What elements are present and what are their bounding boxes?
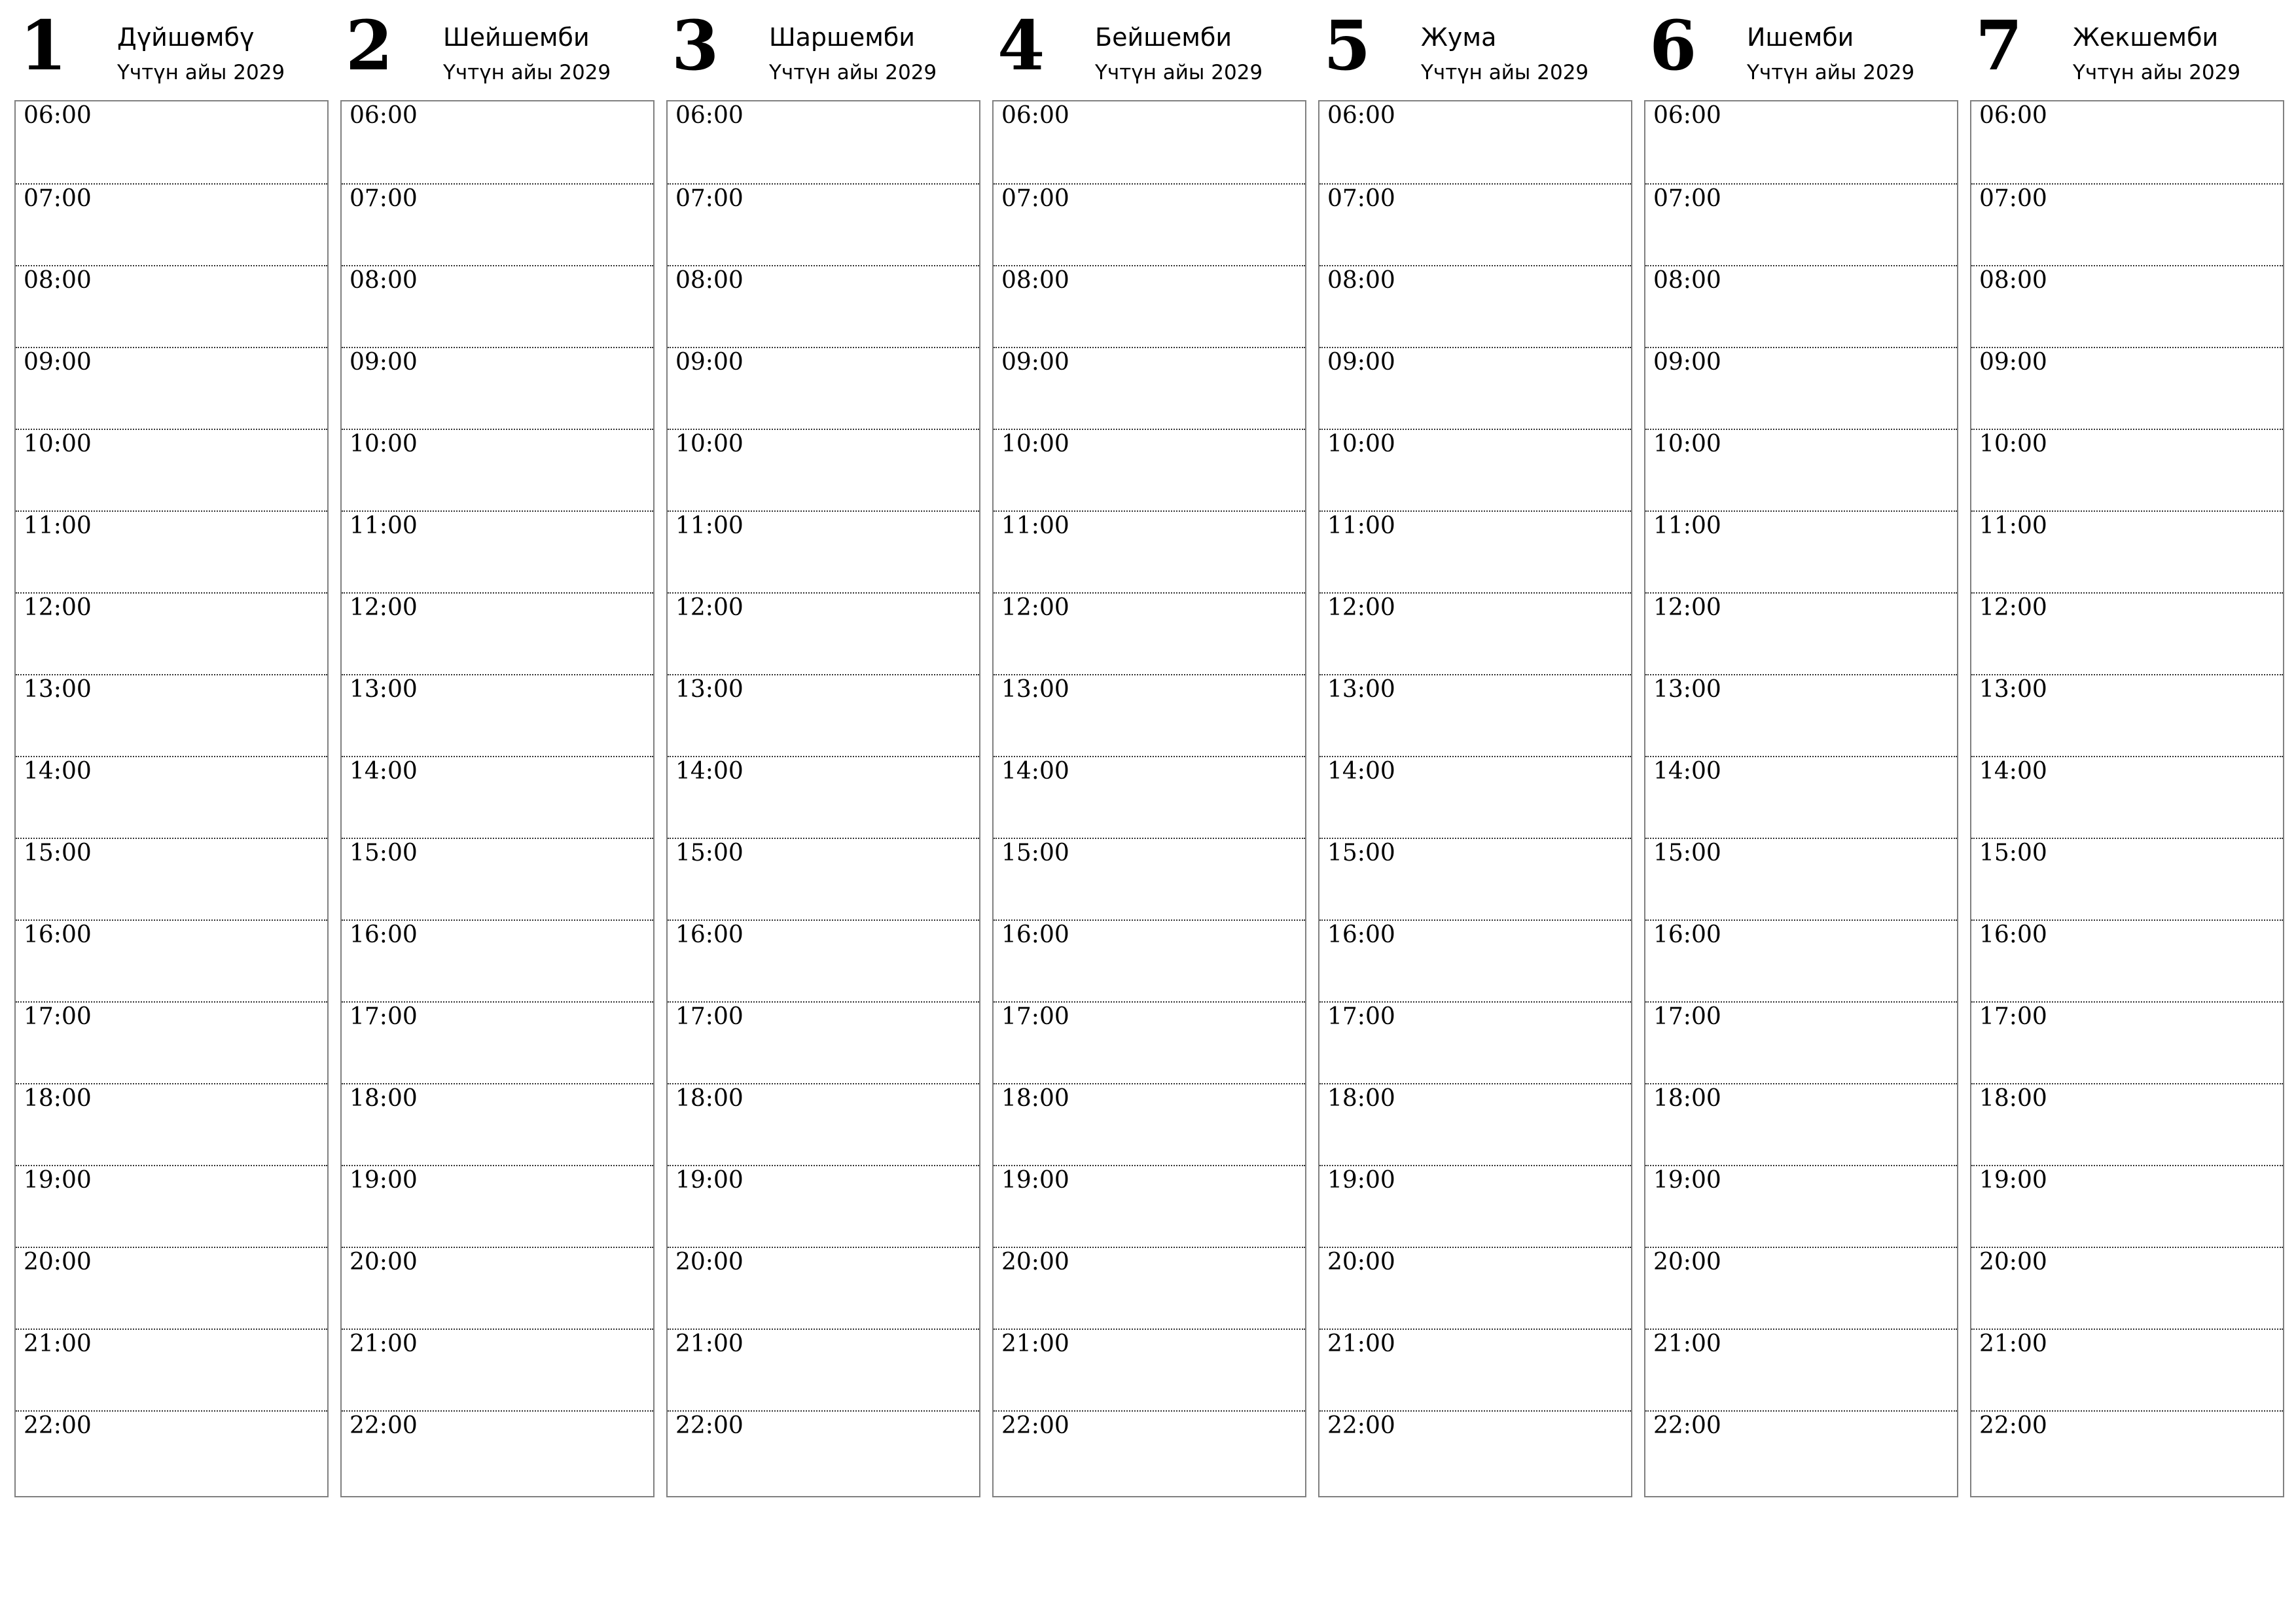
slot-time-label: 12:00 [1653, 594, 1721, 621]
hour-slot[interactable] [1645, 101, 1957, 183]
slot-time-label: 13:00 [675, 676, 744, 703]
slot-time-label: 08:00 [24, 267, 92, 294]
slot-time-label: 20:00 [675, 1249, 744, 1275]
hour-slot[interactable] [1971, 1083, 2283, 1166]
hour-slot[interactable] [1971, 1410, 2283, 1493]
hour-slot[interactable] [1971, 429, 2283, 512]
day-name: Шейшемби [443, 23, 590, 52]
hour-grid [340, 100, 655, 1497]
slot-time-label: 17:00 [1001, 1003, 1069, 1030]
slot-time-label: 14:00 [1653, 758, 1721, 785]
hour-slot[interactable] [1971, 1165, 2283, 1248]
day-name: Жекшемби [2073, 23, 2219, 52]
slot-time-label: 18:00 [1979, 1085, 2047, 1112]
hour-slot[interactable] [16, 429, 327, 512]
hour-slot[interactable] [342, 1410, 653, 1493]
hour-slot[interactable] [994, 101, 1305, 183]
day-number: 3 [672, 5, 719, 86]
hour-slot[interactable] [16, 1165, 327, 1248]
day-name: Шаршемби [769, 23, 915, 52]
slot-time-label: 15:00 [350, 840, 418, 866]
day-number: 6 [1649, 5, 1697, 86]
slot-time-label: 06:00 [1653, 102, 1721, 129]
slot-time-label: 15:00 [1653, 840, 1721, 866]
slot-time-label: 18:00 [675, 1085, 744, 1112]
slot-time-label: 14:00 [1001, 758, 1069, 785]
slot-time-label: 15:00 [675, 840, 744, 866]
hour-slot[interactable] [668, 510, 979, 594]
slot-time-label: 19:00 [350, 1167, 418, 1194]
slot-time-label: 07:00 [24, 185, 92, 212]
hour-slot[interactable] [1319, 1247, 1631, 1330]
hour-slot[interactable] [1319, 265, 1631, 348]
hour-slot[interactable] [668, 265, 979, 348]
slot-time-label: 20:00 [24, 1249, 92, 1275]
slot-time-label: 11:00 [1327, 512, 1395, 539]
slot-time-label: 10:00 [675, 431, 744, 457]
slot-time-label: 13:00 [24, 676, 92, 703]
hour-slot[interactable] [1319, 101, 1631, 183]
day-number: 7 [1975, 5, 2023, 86]
slot-time-label: 14:00 [1979, 758, 2047, 785]
hour-slot[interactable] [994, 1329, 1305, 1412]
slot-time-label: 18:00 [1001, 1085, 1069, 1112]
day-name: Ишемби [1747, 23, 1854, 52]
slot-time-label: 17:00 [1979, 1003, 2047, 1030]
hour-slot[interactable] [994, 592, 1305, 675]
slot-time-label: 10:00 [1327, 431, 1395, 457]
hour-slot[interactable] [342, 1329, 653, 1412]
hour-slot[interactable] [1645, 1165, 1957, 1248]
slot-time-label: 22:00 [675, 1412, 744, 1439]
slot-time-label: 09:00 [1001, 349, 1069, 376]
hour-grid [1644, 100, 1958, 1497]
hour-slot[interactable] [668, 838, 979, 921]
hour-slot[interactable] [342, 265, 653, 348]
slot-time-label: 07:00 [350, 185, 418, 212]
hour-grid [992, 100, 1306, 1497]
hour-slot[interactable] [1971, 592, 2283, 675]
hour-slot[interactable] [994, 674, 1305, 757]
slot-time-label: 08:00 [1653, 267, 1721, 294]
slot-time-label: 11:00 [350, 512, 418, 539]
hour-slot[interactable] [342, 1083, 653, 1166]
hour-slot[interactable] [1319, 1001, 1631, 1084]
slot-time-label: 19:00 [675, 1167, 744, 1194]
slot-time-label: 16:00 [1327, 921, 1395, 948]
hour-slot[interactable] [1319, 838, 1631, 921]
slot-time-label: 21:00 [1653, 1330, 1721, 1357]
hour-slot[interactable] [342, 756, 653, 839]
slot-time-label: 21:00 [350, 1330, 418, 1357]
slot-time-label: 20:00 [1001, 1249, 1069, 1275]
hour-slot[interactable] [1645, 347, 1957, 430]
hour-grid [1970, 100, 2284, 1497]
day-column [1644, 0, 1958, 1499]
day-name: Жума [1421, 23, 1497, 52]
slot-time-label: 19:00 [1327, 1167, 1395, 1194]
slot-time-label: 09:00 [350, 349, 418, 376]
hour-slot[interactable] [1645, 674, 1957, 757]
hour-slot[interactable] [342, 347, 653, 430]
hour-slot[interactable] [668, 674, 979, 757]
slot-time-label: 14:00 [24, 758, 92, 785]
slot-time-label: 13:00 [350, 676, 418, 703]
hour-slot[interactable] [1645, 1083, 1957, 1166]
hour-slot[interactable] [668, 1083, 979, 1166]
slot-time-label: 08:00 [1327, 267, 1395, 294]
hour-slot[interactable] [1645, 1410, 1957, 1493]
slot-time-label: 20:00 [1979, 1249, 2047, 1275]
slot-time-label: 09:00 [1653, 349, 1721, 376]
hour-slot[interactable] [16, 347, 327, 430]
hour-slot[interactable] [1319, 674, 1631, 757]
slot-time-label: 20:00 [1327, 1249, 1395, 1275]
hour-slot[interactable] [1645, 592, 1957, 675]
slot-time-label: 09:00 [1979, 349, 2047, 376]
hour-slot[interactable] [1971, 101, 2283, 183]
day-month: Үчтүн айы 2029 [1747, 61, 1915, 84]
slot-time-label: 06:00 [350, 102, 418, 129]
hour-slot[interactable] [668, 429, 979, 512]
hour-slot[interactable] [1319, 1410, 1631, 1493]
slot-time-label: 18:00 [350, 1085, 418, 1112]
slot-time-label: 16:00 [24, 921, 92, 948]
slot-time-label: 07:00 [1979, 185, 2047, 212]
slot-time-label: 16:00 [675, 921, 744, 948]
hour-slot[interactable] [1319, 183, 1631, 266]
hour-slot[interactable] [668, 919, 979, 1003]
slot-time-label: 06:00 [1327, 102, 1395, 129]
day-column [666, 0, 980, 1499]
hour-slot[interactable] [16, 1329, 327, 1412]
slot-time-label: 07:00 [1327, 185, 1395, 212]
day-column [992, 0, 1306, 1499]
slot-time-label: 19:00 [24, 1167, 92, 1194]
slot-time-label: 18:00 [1653, 1085, 1721, 1112]
hour-slot[interactable] [1645, 510, 1957, 594]
hour-slot[interactable] [1645, 429, 1957, 512]
hour-slot[interactable] [668, 347, 979, 430]
slot-time-label: 19:00 [1979, 1167, 2047, 1194]
hour-slot[interactable] [994, 510, 1305, 594]
hour-slot[interactable] [16, 1083, 327, 1166]
slot-time-label: 15:00 [24, 840, 92, 866]
hour-slot[interactable] [1319, 347, 1631, 430]
slot-time-label: 13:00 [1653, 676, 1721, 703]
day-name: Бейшемби [1095, 23, 1232, 52]
hour-slot[interactable] [1319, 429, 1631, 512]
slot-time-label: 10:00 [1979, 431, 2047, 457]
slot-time-label: 11:00 [675, 512, 744, 539]
slot-time-label: 22:00 [1327, 1412, 1395, 1439]
hour-slot[interactable] [1971, 1247, 2283, 1330]
slot-time-label: 13:00 [1979, 676, 2047, 703]
hour-slot[interactable] [16, 674, 327, 757]
hour-slot[interactable] [1319, 1083, 1631, 1166]
slot-time-label: 18:00 [1327, 1085, 1395, 1112]
slot-time-label: 08:00 [1001, 267, 1069, 294]
hour-slot[interactable] [1971, 1001, 2283, 1084]
hour-slot[interactable] [994, 1001, 1305, 1084]
slot-time-label: 14:00 [1327, 758, 1395, 785]
day-month: Үчтүн айы 2029 [1095, 61, 1263, 84]
hour-slot[interactable] [16, 1410, 327, 1493]
hour-slot[interactable] [342, 1001, 653, 1084]
hour-slot[interactable] [1319, 919, 1631, 1003]
slot-time-label: 19:00 [1653, 1167, 1721, 1194]
slot-time-label: 11:00 [1653, 512, 1721, 539]
slot-time-label: 08:00 [1979, 267, 2047, 294]
slot-time-label: 14:00 [675, 758, 744, 785]
hour-slot[interactable] [668, 1165, 979, 1248]
hour-slot[interactable] [1971, 183, 2283, 266]
slot-time-label: 21:00 [675, 1330, 744, 1357]
hour-slot[interactable] [342, 674, 653, 757]
hour-slot[interactable] [342, 1247, 653, 1330]
hour-slot[interactable] [1971, 347, 2283, 430]
hour-slot[interactable] [16, 183, 327, 266]
hour-slot[interactable] [342, 183, 653, 266]
slot-time-label: 10:00 [350, 431, 418, 457]
slot-time-label: 22:00 [350, 1412, 418, 1439]
slot-time-label: 07:00 [1001, 185, 1069, 212]
hour-slot[interactable] [994, 265, 1305, 348]
hour-slot[interactable] [668, 756, 979, 839]
hour-slot[interactable] [342, 429, 653, 512]
slot-time-label: 21:00 [24, 1330, 92, 1357]
slot-time-label: 14:00 [350, 758, 418, 785]
slot-time-label: 22:00 [1653, 1412, 1721, 1439]
slot-time-label: 17:00 [1653, 1003, 1721, 1030]
hour-slot[interactable] [1645, 1001, 1957, 1084]
day-column [340, 0, 655, 1499]
hour-slot[interactable] [16, 838, 327, 921]
slot-time-label: 06:00 [1001, 102, 1069, 129]
slot-time-label: 13:00 [1001, 676, 1069, 703]
hour-slot[interactable] [994, 1247, 1305, 1330]
day-month: Үчтүн айы 2029 [2073, 61, 2241, 84]
hour-slot[interactable] [1971, 674, 2283, 757]
day-number: 4 [997, 5, 1045, 86]
slot-time-label: 06:00 [24, 102, 92, 129]
hour-slot[interactable] [994, 347, 1305, 430]
slot-time-label: 20:00 [1653, 1249, 1721, 1275]
slot-time-label: 12:00 [1001, 594, 1069, 621]
slot-time-label: 12:00 [675, 594, 744, 621]
slot-time-label: 09:00 [24, 349, 92, 376]
hour-slot[interactable] [342, 101, 653, 183]
hour-slot[interactable] [1645, 919, 1957, 1003]
hour-slot[interactable] [16, 1247, 327, 1330]
slot-time-label: 20:00 [350, 1249, 418, 1275]
hour-slot[interactable] [668, 183, 979, 266]
hour-slot[interactable] [668, 1329, 979, 1412]
hour-slot[interactable] [342, 592, 653, 675]
slot-time-label: 09:00 [675, 349, 744, 376]
day-column [1318, 0, 1632, 1499]
hour-slot[interactable] [16, 919, 327, 1003]
slot-time-label: 10:00 [24, 431, 92, 457]
slot-time-label: 15:00 [1327, 840, 1395, 866]
slot-time-label: 08:00 [675, 267, 744, 294]
hour-slot[interactable] [668, 101, 979, 183]
slot-time-label: 17:00 [24, 1003, 92, 1030]
slot-time-label: 22:00 [1001, 1412, 1069, 1439]
hour-slot[interactable] [16, 265, 327, 348]
hour-slot[interactable] [16, 1001, 327, 1084]
slot-time-label: 12:00 [350, 594, 418, 621]
hour-slot[interactable] [1645, 838, 1957, 921]
slot-time-label: 17:00 [350, 1003, 418, 1030]
hour-slot[interactable] [1971, 756, 2283, 839]
hour-slot[interactable] [1971, 1329, 2283, 1412]
slot-time-label: 06:00 [1979, 102, 2047, 129]
slot-time-label: 15:00 [1001, 840, 1069, 866]
slot-time-label: 17:00 [675, 1003, 744, 1030]
hour-slot[interactable] [1971, 265, 2283, 348]
hour-slot[interactable] [1971, 919, 2283, 1003]
hour-slot[interactable] [668, 592, 979, 675]
hour-slot[interactable] [994, 429, 1305, 512]
slot-time-label: 21:00 [1327, 1330, 1395, 1357]
hour-slot[interactable] [16, 101, 327, 183]
hour-slot[interactable] [16, 592, 327, 675]
hour-slot[interactable] [342, 1165, 653, 1248]
hour-slot[interactable] [994, 919, 1305, 1003]
hour-slot[interactable] [16, 756, 327, 839]
slot-time-label: 12:00 [1327, 594, 1395, 621]
slot-time-label: 16:00 [1979, 921, 2047, 948]
hour-slot[interactable] [1645, 1247, 1957, 1330]
slot-time-label: 11:00 [1001, 512, 1069, 539]
slot-time-label: 16:00 [1001, 921, 1069, 948]
slot-time-label: 10:00 [1653, 431, 1721, 457]
slot-time-label: 15:00 [1979, 840, 2047, 866]
day-column [14, 0, 329, 1499]
hour-slot[interactable] [994, 1083, 1305, 1166]
hour-slot[interactable] [1319, 592, 1631, 675]
hour-slot[interactable] [342, 510, 653, 594]
hour-slot[interactable] [1645, 756, 1957, 839]
day-column [1970, 0, 2284, 1499]
hour-slot[interactable] [668, 1001, 979, 1084]
hour-slot[interactable] [342, 919, 653, 1003]
hour-slot[interactable] [994, 1165, 1305, 1248]
hour-slot[interactable] [1971, 510, 2283, 594]
slot-time-label: 07:00 [1653, 185, 1721, 212]
slot-time-label: 17:00 [1327, 1003, 1395, 1030]
hour-slot[interactable] [1971, 838, 2283, 921]
day-month: Үчтүн айы 2029 [769, 61, 937, 84]
slot-time-label: 21:00 [1979, 1330, 2047, 1357]
hour-slot[interactable] [994, 183, 1305, 266]
hour-slot[interactable] [342, 838, 653, 921]
hour-slot[interactable] [1319, 756, 1631, 839]
day-number: 2 [346, 5, 393, 86]
hour-slot[interactable] [1645, 183, 1957, 266]
hour-slot[interactable] [1319, 1165, 1631, 1248]
slot-time-label: 09:00 [1327, 349, 1395, 376]
slot-time-label: 11:00 [24, 512, 92, 539]
hour-slot[interactable] [668, 1410, 979, 1493]
hour-slot[interactable] [994, 838, 1305, 921]
day-month: Үчтүн айы 2029 [1421, 61, 1589, 84]
day-month: Үчтүн айы 2029 [117, 61, 285, 84]
slot-time-label: 12:00 [24, 594, 92, 621]
slot-time-label: 12:00 [1979, 594, 2047, 621]
slot-time-label: 16:00 [1653, 921, 1721, 948]
slot-time-label: 18:00 [24, 1085, 92, 1112]
slot-time-label: 21:00 [1001, 1330, 1069, 1357]
hour-slot[interactable] [1319, 510, 1631, 594]
hour-slot[interactable] [1645, 265, 1957, 348]
slot-time-label: 16:00 [350, 921, 418, 948]
hour-slot[interactable] [1645, 1329, 1957, 1412]
day-name: Дүйшөмбү [117, 23, 255, 52]
slot-time-label: 22:00 [1979, 1412, 2047, 1439]
day-month: Үчтүн айы 2029 [443, 61, 611, 84]
hour-grid [666, 100, 980, 1497]
slot-time-label: 19:00 [1001, 1167, 1069, 1194]
hour-slot[interactable] [668, 1247, 979, 1330]
slot-time-label: 22:00 [24, 1412, 92, 1439]
hour-slot[interactable] [994, 1410, 1305, 1493]
hour-grid [1318, 100, 1632, 1497]
hour-slot[interactable] [16, 510, 327, 594]
slot-time-label: 08:00 [350, 267, 418, 294]
hour-grid [14, 100, 329, 1497]
day-number: 5 [1323, 5, 1371, 86]
hour-slot[interactable] [1319, 1329, 1631, 1412]
slot-time-label: 10:00 [1001, 431, 1069, 457]
slot-time-label: 11:00 [1979, 512, 2047, 539]
day-number: 1 [20, 5, 67, 86]
slot-time-label: 06:00 [675, 102, 744, 129]
slot-time-label: 07:00 [675, 185, 744, 212]
hour-slot[interactable] [994, 756, 1305, 839]
slot-time-label: 13:00 [1327, 676, 1395, 703]
